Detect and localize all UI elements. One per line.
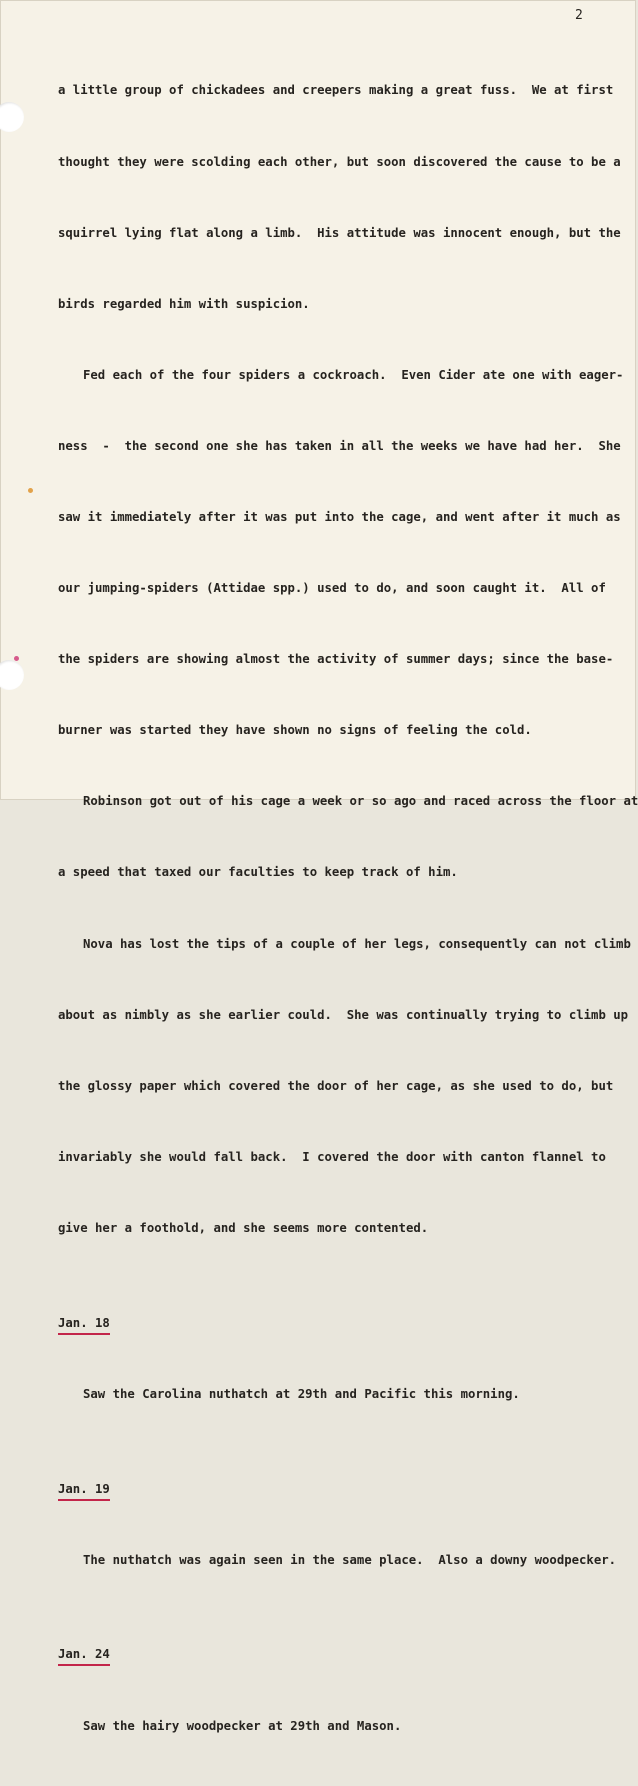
entry-date-line [58,1643,628,1667]
entry-text: The nuthatch was again seen in the same place. Also a downy woodpecker. [83,1552,617,1567]
text-line: Fed each of the four spiders a cockroach. Even Cider ate one with eager- [83,367,624,382]
punch-hole-bottom [0,660,24,690]
entry-date-line [58,1312,628,1336]
text-line: ness - the second one she has taken in all the weeks we have had her. She [58,438,621,453]
text-line: a little group of chickadees and creepers making a great fuss. We at first [58,83,614,98]
text-line: give her a foothold, and she seems more contented. [58,1220,429,1235]
text-line: Robinson got out of his cage a week or so ago and raced across the floor at [83,794,638,809]
text-line: the spiders are showing almost the activity of summer days; since the base- [58,652,614,667]
pink-mark [14,656,19,661]
text-line: saw it immediately after it was put into the cage, and went after it much as [58,509,621,524]
entry-date-line [58,1478,628,1502]
entry-text: Saw the Carolina nuthatch at 29th and Pacific this morning. [83,1386,520,1401]
entry-date: Jan. 19 [58,1480,110,1501]
page-number: 2 [575,8,583,23]
text-line: burner was started they have shown no signs of feeling the cold. [58,723,532,738]
text-line: birds regarded him with suspicion. [58,296,310,311]
text-line: invariably she would fall back. I covered the door with canton flannel to [58,1149,606,1164]
text-line: the glossy paper which covered the door of her cage, as she used to do, but [58,1078,614,1093]
typed-text [58,32,638,1786]
entry-text: Saw the hairy woodpecker at 29th and Mason. [83,1718,402,1733]
text-line: about as nimbly as she earlier could. She was continually trying to climb up [58,1007,629,1022]
orange-mark [28,488,33,493]
entry-date: Jan. 24 [58,1645,110,1666]
punch-hole-top [0,102,24,132]
text-line: Nova has lost the tips of a couple of her legs, consequently can not climb [83,936,631,951]
text-line: squirrel lying flat along a limb. His attitude was innocent enough, but the [58,225,621,240]
text-line: thought they were scolding each other, but soon discovered the cause to be a [58,154,621,169]
text-line: a speed that taxed our faculties to keep track of him. [58,865,458,880]
text-line: our jumping-spiders (Attidae spp.) used to do, and soon caught it. All of [58,581,606,596]
entry-date: Jan. 18 [58,1314,110,1335]
